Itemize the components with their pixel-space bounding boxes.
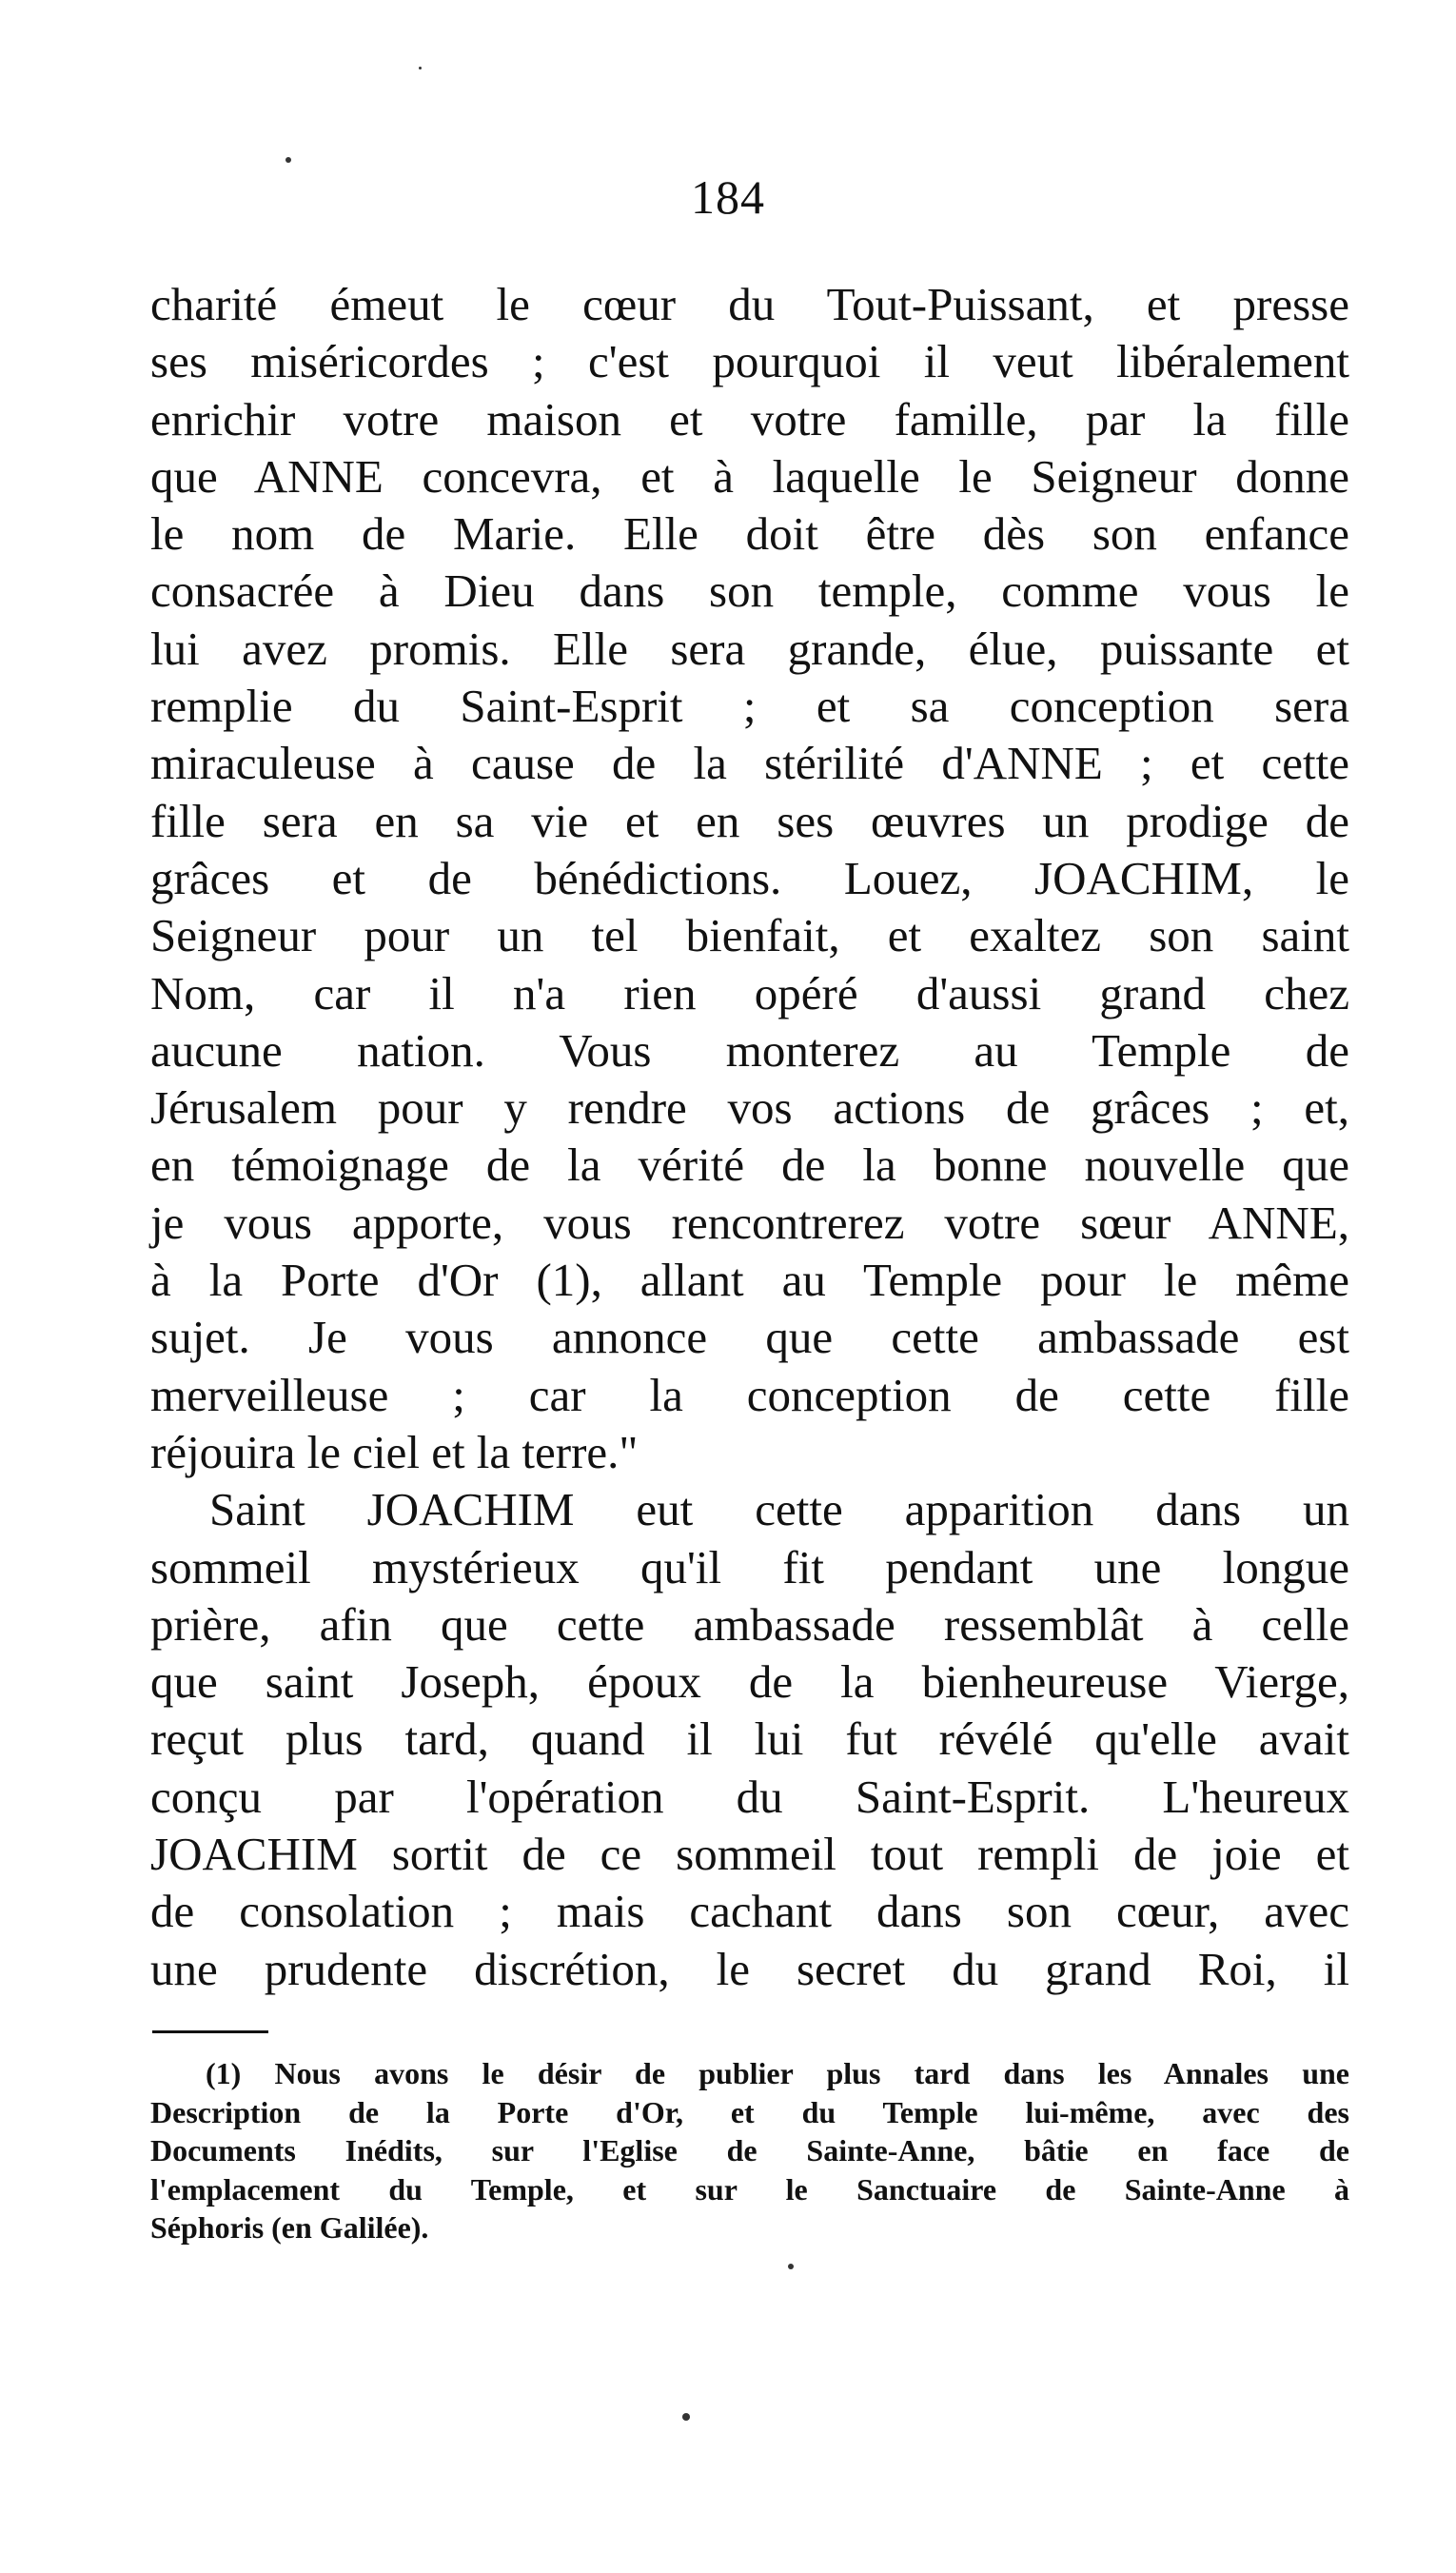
text-line: aucune nation. Vous monterez au Temple de	[150, 1023, 1349, 1077]
footnote	[150, 2054, 1349, 2247]
text-line: enrichir votre maison et votre famille, par la fille	[150, 392, 1349, 445]
footnote-line: Documents Inédits, sur l'Eglise de Sainte-Anne, bâtie en face de	[150, 2133, 1349, 2167]
text-line: miraculeuse à cause de la stérilité d'ANNE ; et cette	[150, 737, 1349, 790]
scan-speck	[285, 157, 291, 163]
page-number: 184	[691, 170, 765, 224]
footnote-line: Description de la Porte d'Or, et du Temple lui-même, avec des	[150, 2094, 1349, 2129]
text-line: lui avez promis. Elle sera grande, élue, puissante et	[150, 622, 1349, 675]
text-line: que ANNE concevra, et à laquelle le Seigneur donne	[150, 449, 1349, 503]
paragraph-start-line: Saint JOACHIM eut cette apparition dans un	[209, 1483, 1349, 1536]
text-line: Seigneur pour un tel bienfait, et exaltez son saint	[150, 909, 1349, 962]
text-line: de consolation ; mais cachant dans son cœur, avec	[150, 1885, 1349, 1938]
footnote-separator	[152, 2030, 268, 2033]
body-text	[150, 276, 1349, 1998]
text-line: consacrée à Dieu dans son temple, comme vous le	[150, 564, 1349, 618]
footnote-line: l'emplacement du Temple, et sur le Sanctuaire de Sainte-Anne à	[150, 2171, 1349, 2207]
scan-speck	[788, 2264, 794, 2269]
text-line: prière, afin que cette ambassade ressemblât à celle	[150, 1597, 1349, 1651]
text-line: remplie du Saint-Esprit ; et sa conception sera	[150, 680, 1349, 733]
text-line: grâces et de bénédictions. Louez, JOACHIM, le	[150, 851, 1349, 904]
text-line: que saint Joseph, époux de la bienheureuse Vierge,	[150, 1655, 1349, 1709]
text-line: JOACHIM sortit de ce sommeil tout rempli de joie et	[150, 1828, 1349, 1881]
footnote-line: (1) Nous avons le désir de publier plus tard dans les Annales une	[206, 2056, 1349, 2090]
text-line: le nom de Marie. Elle doit être dès son enfance	[150, 507, 1349, 561]
scan-speck	[419, 67, 422, 69]
footnote-line: Séphoris (en Galilée).	[150, 2210, 429, 2245]
text-line: sujet. Je vous annonce que cette ambassade est	[150, 1311, 1349, 1364]
scan-speck	[682, 2413, 690, 2421]
text-line: conçu par l'opération du Saint-Esprit. L'heureux	[150, 1770, 1349, 1823]
text-line: ses miséricordes ; c'est pourquoi il veut libéralement	[150, 335, 1349, 388]
text-line: sommeil mystérieux qu'il fit pendant une longue	[150, 1540, 1349, 1593]
text-line: en témoignage de la vérité de la bonne nouvelle que	[150, 1138, 1349, 1192]
text-line: je vous apporte, vous rencontrerez votre sœur ANNE,	[150, 1196, 1349, 1249]
text-line: Nom, car il n'a rien opéré d'aussi grand chez	[150, 966, 1349, 1019]
text-line: merveilleuse ; car la conception de cette fille	[150, 1368, 1349, 1421]
text-line: une prudente discrétion, le secret du grand Roi, il	[150, 1942, 1349, 1995]
text-line: à la Porte d'Or (1), allant au Temple pour le même	[150, 1254, 1349, 1307]
text-line: Jérusalem pour y rendre vos actions de grâces ; et,	[150, 1081, 1349, 1135]
text-line: réjouira le ciel et la terre."	[150, 1425, 639, 1478]
text-line: reçut plus tard, quand il lui fut révélé qu'elle avait	[150, 1712, 1349, 1766]
text-line: fille sera en sa vie et en ses œuvres un prodige de	[150, 794, 1349, 847]
text-line: charité émeut le cœur du Tout-Puissant, et presse	[150, 278, 1349, 330]
